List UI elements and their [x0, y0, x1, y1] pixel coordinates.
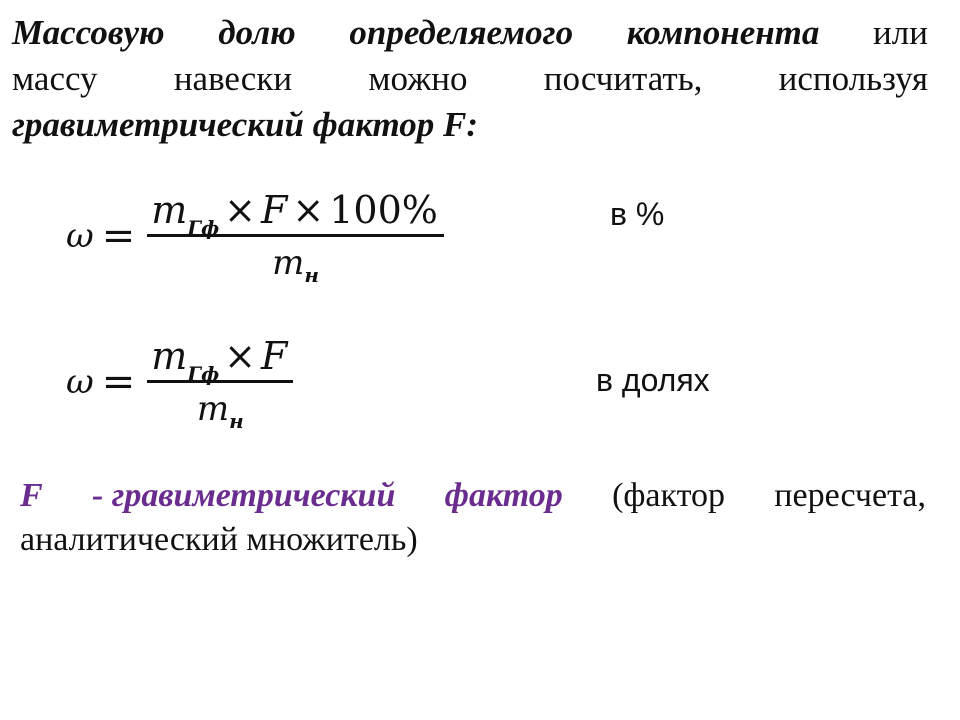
- mass-subscript: н: [304, 263, 319, 287]
- definition-line-2: [20, 518, 926, 562]
- formula-lhs: ω: [66, 361, 94, 402]
- factor-symbol: F: [261, 188, 288, 232]
- formula-lhs: ω: [66, 215, 94, 256]
- unit-fraction: в долях: [596, 362, 710, 398]
- definition-symbol: F: [20, 477, 43, 514]
- formula-fraction: [66, 334, 293, 433]
- intro-word: используя: [778, 59, 928, 98]
- mass-subscript: Гф: [187, 216, 220, 240]
- intro-word: или: [873, 13, 928, 52]
- intro-word: навески: [173, 59, 293, 98]
- intro-paragraph: [12, 10, 928, 148]
- definition-word: (фактор: [612, 477, 725, 514]
- intro-word: Массовую: [12, 13, 165, 52]
- mass-symbol: m: [272, 243, 305, 283]
- mass-symbol: m: [151, 334, 188, 378]
- numerator: [147, 188, 444, 240]
- mass-subscript: н: [229, 409, 244, 433]
- numerator: [147, 334, 293, 386]
- denominator: [147, 237, 444, 287]
- formula-equals: =: [101, 212, 136, 259]
- intro-line-1: [12, 10, 928, 56]
- times-sign: ×: [224, 334, 256, 378]
- times-sign: ×: [224, 188, 256, 232]
- intro-word: долю: [218, 13, 296, 52]
- definition-paragraph: [20, 474, 926, 562]
- intro-line-2: [12, 56, 928, 102]
- fraction: [147, 334, 293, 433]
- definition-term: - гравиметрический: [91, 477, 396, 514]
- formula-percent: [66, 188, 444, 287]
- intro-term: гравиметрический фактор F:: [12, 105, 479, 144]
- unit-percent: в %: [610, 196, 665, 232]
- intro-word: можно: [368, 59, 468, 98]
- definition-line-1: [20, 474, 926, 518]
- fraction: [147, 188, 444, 287]
- definition-word: пересчета,: [774, 477, 926, 514]
- intro-line-3: [12, 102, 928, 148]
- definition-word: аналитический множитель): [20, 521, 418, 558]
- mass-subscript: Гф: [187, 362, 220, 386]
- formula-equals: =: [101, 358, 136, 405]
- denominator: [147, 383, 293, 433]
- intro-word: посчитать,: [543, 59, 703, 98]
- intro-word: массу: [12, 59, 98, 98]
- percent-value: 100%: [329, 188, 438, 232]
- factor-symbol: F: [261, 334, 288, 378]
- intro-word: определяемого: [349, 13, 574, 52]
- mass-symbol: m: [151, 188, 188, 232]
- definition-term: фактор: [444, 477, 563, 514]
- intro-word: компонента: [626, 13, 820, 52]
- times-sign: ×: [292, 188, 325, 232]
- mass-symbol: m: [196, 389, 230, 429]
